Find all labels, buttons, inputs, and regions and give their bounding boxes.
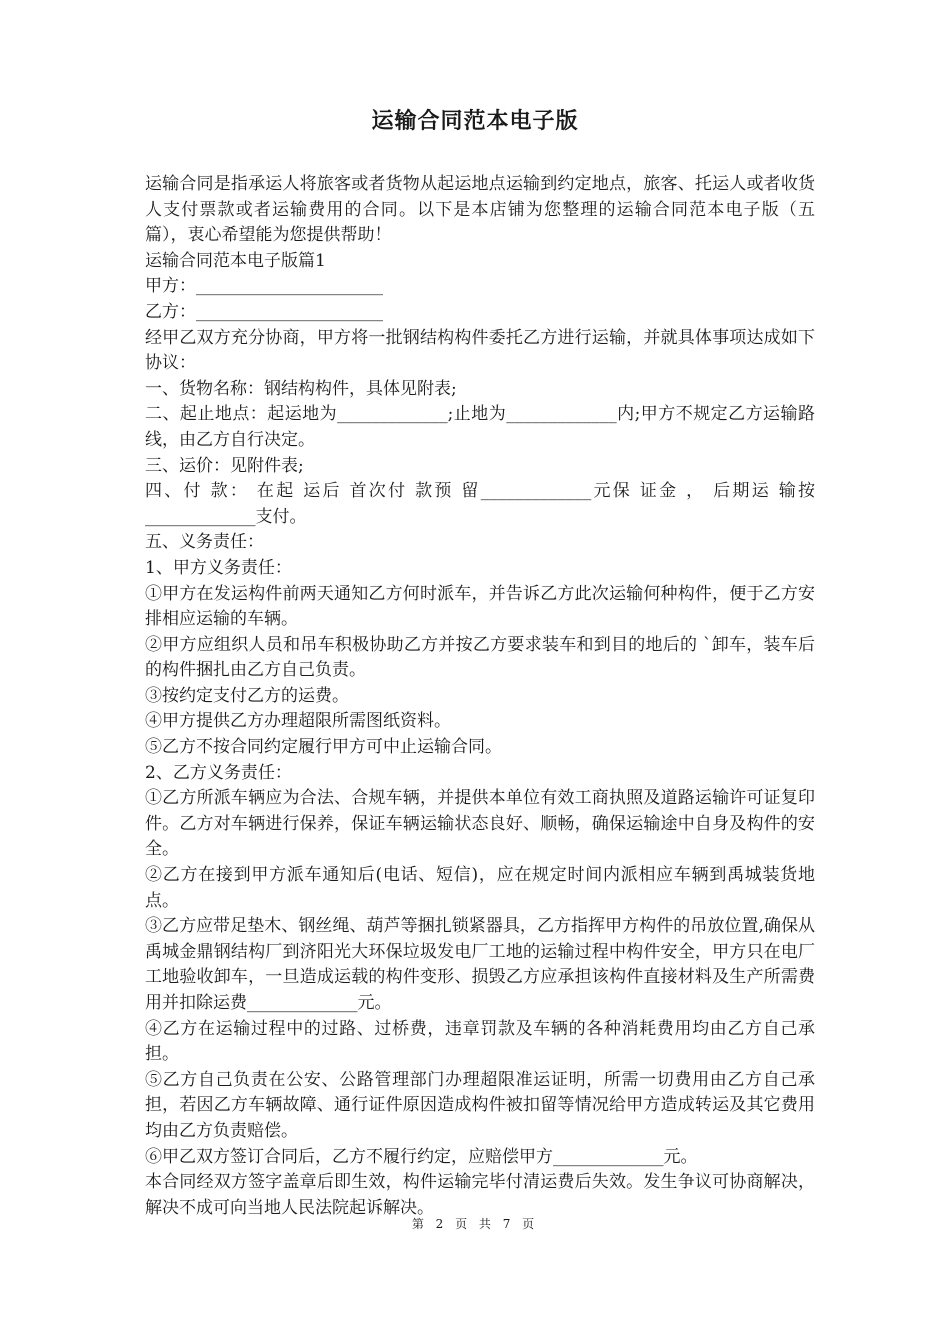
party-b-duty-5: ⑤乙方自己负责在公安、公路管理部门办理超限准运证明，所需一切费用由乙方自己承担，若因乙方车辆故障、通行证件原因造成构件被扣留等情况给甲方造成转运及其它费用均由乙方负责赔偿。 bbox=[145, 1069, 815, 1141]
party-b-duties-heading: 2、乙方义务责任： bbox=[145, 762, 292, 783]
party-a-duty-4: ④甲方提供乙方办理超限所需图纸资料。 bbox=[145, 711, 451, 732]
party-b-line: 乙方：______________________ bbox=[145, 301, 383, 322]
party-b-duty-2: ②乙方在接到甲方派车通知后(电话、短信)，应在规定时间内派相应车辆到禹城装货地点。 bbox=[145, 865, 815, 911]
party-b-duty-3: ③乙方应带足垫木、钢丝绳、葫芦等捆扎锁紧器具，乙方指挥甲方构件的吊放位置,确保从禹城金鼎钢结构厂到济阳光大环保垃圾发电厂工地的运输过程中构件安全，甲方只在电厂工地验收卸车，一旦造成运载的构件变形、损毁乙方应承担该构件直接材料及生产所需费用并扣除运费_____________元。 bbox=[145, 916, 815, 1013]
party-b-duty-4: ④乙方在运输过程中的过路、过桥费，违章罚款及车辆的各种消耗费用均由乙方自己承担。 bbox=[145, 1018, 815, 1065]
clause-price: 三、运价：见附件表; bbox=[145, 455, 304, 476]
section-heading: 运输合同范本电子版篇1 bbox=[145, 250, 326, 271]
clause-locations: 二、起止地点：起运地为_____________;止地为_____________内;甲方不规定乙方运输路线，由乙方自行决定。 bbox=[145, 404, 815, 450]
intro-paragraph: 运输合同是指承运人将旅客或者货物从起运地点运输到约定地点，旅客、托运人或者收货人支付票款或者运输费用的合同。以下是本店铺为您整理的运输合同范本电子版（五篇），衷心希望能为您提供帮助！ bbox=[145, 174, 815, 246]
document-title: 运输合同范本电子版 bbox=[371, 109, 579, 134]
page-footer: 第 2 页 共 7 页 bbox=[411, 1217, 539, 1231]
agreement-paragraph: 经甲乙双方充分协商，甲方将一批钢结构构件委托乙方进行运输，并就具体事项达成如下协议： bbox=[145, 327, 815, 374]
party-a-line: 甲方：______________________ bbox=[145, 276, 383, 297]
closing-paragraph: 本合同经双方签字盖章后即生效，构件运输完毕付清运费后失效。发生争议可协商解决，解决不成可向当地人民法院起诉解决。 bbox=[145, 1172, 815, 1218]
party-a-duty-1: ①甲方在发运构件前两天通知乙方何时派车，并告诉乙方此次运输何种构件，便于乙方安排相应运输的车辆。 bbox=[145, 583, 815, 630]
party-b-duty-6: ⑥甲乙双方签订合同后，乙方不履行约定，应赔偿甲方_____________元。 bbox=[145, 1146, 698, 1167]
clause-goods: 一、货物名称：钢结构构件，具体见附表; bbox=[145, 378, 457, 399]
document-body bbox=[145, 172, 815, 1221]
clause-duties: 五、义务责任： bbox=[145, 532, 264, 553]
party-a-duties-heading: 1、甲方义务责任： bbox=[145, 557, 292, 578]
party-a-duty-2: ②甲方应组织人员和吊车积极协助乙方并按乙方要求装车和到目的地后的 `卸车，装车后的构件捆扎由乙方自己负责。 bbox=[145, 634, 815, 681]
party-b-duty-1: ①乙方所派车辆应为合法、合规车辆，并提供本单位有效工商执照及道路运输许可证复印件。乙方对车辆进行保养，保证车辆运输状态良好、顺畅，确保运输途中自身及构件的安全。 bbox=[145, 788, 815, 860]
clause-payment: 四、付 款： 在起 运后 首次付 款预 留_____________元保 证金 ， 后期运 输按_____________支付。 bbox=[145, 481, 815, 527]
party-a-duty-5: ⑤乙方不按合同约定履行甲方可中止运输合同。 bbox=[145, 737, 502, 758]
party-a-duty-3: ③按约定支付乙方的运费。 bbox=[145, 685, 349, 706]
